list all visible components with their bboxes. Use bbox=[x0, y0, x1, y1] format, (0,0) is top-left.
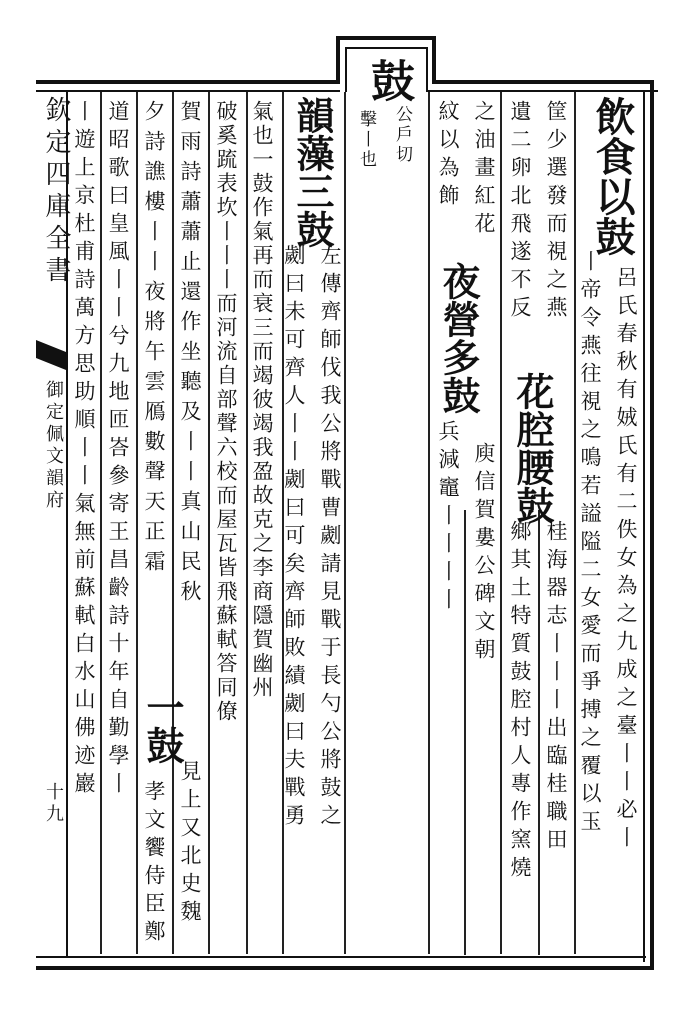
entry-text: 桂海器志丨丨丨出臨桂職田 bbox=[544, 520, 568, 856]
volume-title: 御定佩文韻府 bbox=[43, 380, 64, 512]
header-tab-frame-right bbox=[432, 36, 436, 84]
top-border-inner-right bbox=[428, 90, 658, 92]
column-rule bbox=[500, 92, 502, 954]
column-rule bbox=[100, 92, 102, 954]
column-rule bbox=[464, 510, 466, 955]
header-tab-frame-left bbox=[336, 36, 340, 84]
entry-text: 左傳齊師伐我公將戰曹劌請見戰于長勺公將鼓之 bbox=[318, 244, 342, 832]
column-rule bbox=[246, 92, 248, 954]
bottom-border-inner bbox=[36, 956, 646, 958]
entry-heading: 飲食以鼓 bbox=[589, 96, 636, 256]
entry-text: 呂氏春秋有娀氏有二佚女為之九成之臺丨丨必丨 bbox=[614, 266, 638, 854]
entry-text: 丨帝令燕往視之鳴若謚隘二女愛而爭搏之覆以玉 bbox=[578, 250, 602, 838]
header-tab-inner-left bbox=[345, 47, 347, 92]
entry-text: 見上又北史魏 bbox=[178, 760, 202, 928]
column-rule bbox=[344, 92, 346, 954]
entry-text: 孝文饗侍臣鄭 bbox=[142, 780, 166, 948]
column-rule bbox=[208, 92, 210, 954]
entry-heading: 夜營多鼓 bbox=[436, 262, 481, 414]
headword-reading: 公戶切 bbox=[392, 105, 412, 165]
entry-text: 筐少選發而視之燕 bbox=[544, 100, 568, 324]
right-border-inner bbox=[643, 90, 645, 962]
page-number: 十九 bbox=[43, 782, 64, 826]
margin-fishtail-mark bbox=[36, 340, 66, 370]
entry-text: 庾信賀婁公碑文朝 bbox=[472, 442, 496, 666]
entry-text: 夕詩譙樓丨丨夜將午雲鴈數聲天正霜 bbox=[142, 100, 166, 580]
top-border-left bbox=[36, 80, 336, 84]
headword-gloss: 擊丨也 bbox=[356, 110, 376, 170]
column-rule bbox=[428, 92, 430, 954]
entry-text: 道昭歌曰皇風丨丨兮九地匝峇參寄王昌齡詩十年自勤學丨 bbox=[106, 100, 130, 800]
header-tab-frame-top bbox=[336, 36, 436, 40]
entry-heading: 一鼓 bbox=[140, 688, 185, 764]
entry-text: 兵減竈丨丨丨丨 bbox=[436, 420, 460, 616]
column-rule bbox=[136, 92, 138, 954]
entry-text: 丨遊上京杜甫詩萬方思助順丨丨氣無前蘇軾白水山佛迹巖 bbox=[72, 100, 96, 800]
entry-text: 紋以為飾 bbox=[436, 100, 460, 212]
header-tab-inner-top bbox=[345, 47, 427, 49]
right-border bbox=[650, 80, 654, 970]
top-border-right bbox=[432, 80, 654, 84]
column-rule bbox=[172, 92, 174, 954]
entry-text: 遺二卵北飛遂不反 bbox=[508, 100, 532, 324]
entry-text: 劌曰未可齊人丨丨劌曰可矣齊師敗績劌曰夫戰勇 bbox=[282, 244, 306, 832]
entry-text: 賀雨詩蕭蕭止還作坐聽及丨丨真山民秋 bbox=[178, 100, 202, 610]
entry-text: 鄉其土特質鼓腔村人專作窯燒 bbox=[508, 520, 532, 884]
bottom-border bbox=[36, 966, 654, 970]
entry-text: 氣也一鼓作氣再而衰三而竭彼竭我盈故克之李商隱賀幽州 bbox=[250, 100, 274, 700]
headword: 鼓 bbox=[363, 58, 414, 102]
top-border-inner-left bbox=[36, 90, 340, 92]
entry-text: 破奚䟽表坎丨丨丨而河流自部聲六校而屋瓦皆飛蘇軾答同僚 bbox=[214, 100, 238, 724]
entry-text: 之油畫紅花 bbox=[472, 100, 496, 240]
header-tab-inner-right bbox=[426, 47, 428, 92]
entry-heading: 韻藻三鼓 bbox=[290, 96, 335, 248]
entry-heading: 花腔腰鼓 bbox=[510, 372, 555, 524]
book-title: 欽定四庫全書 bbox=[41, 96, 71, 288]
column-rule bbox=[538, 510, 540, 955]
column-rule bbox=[574, 92, 576, 954]
